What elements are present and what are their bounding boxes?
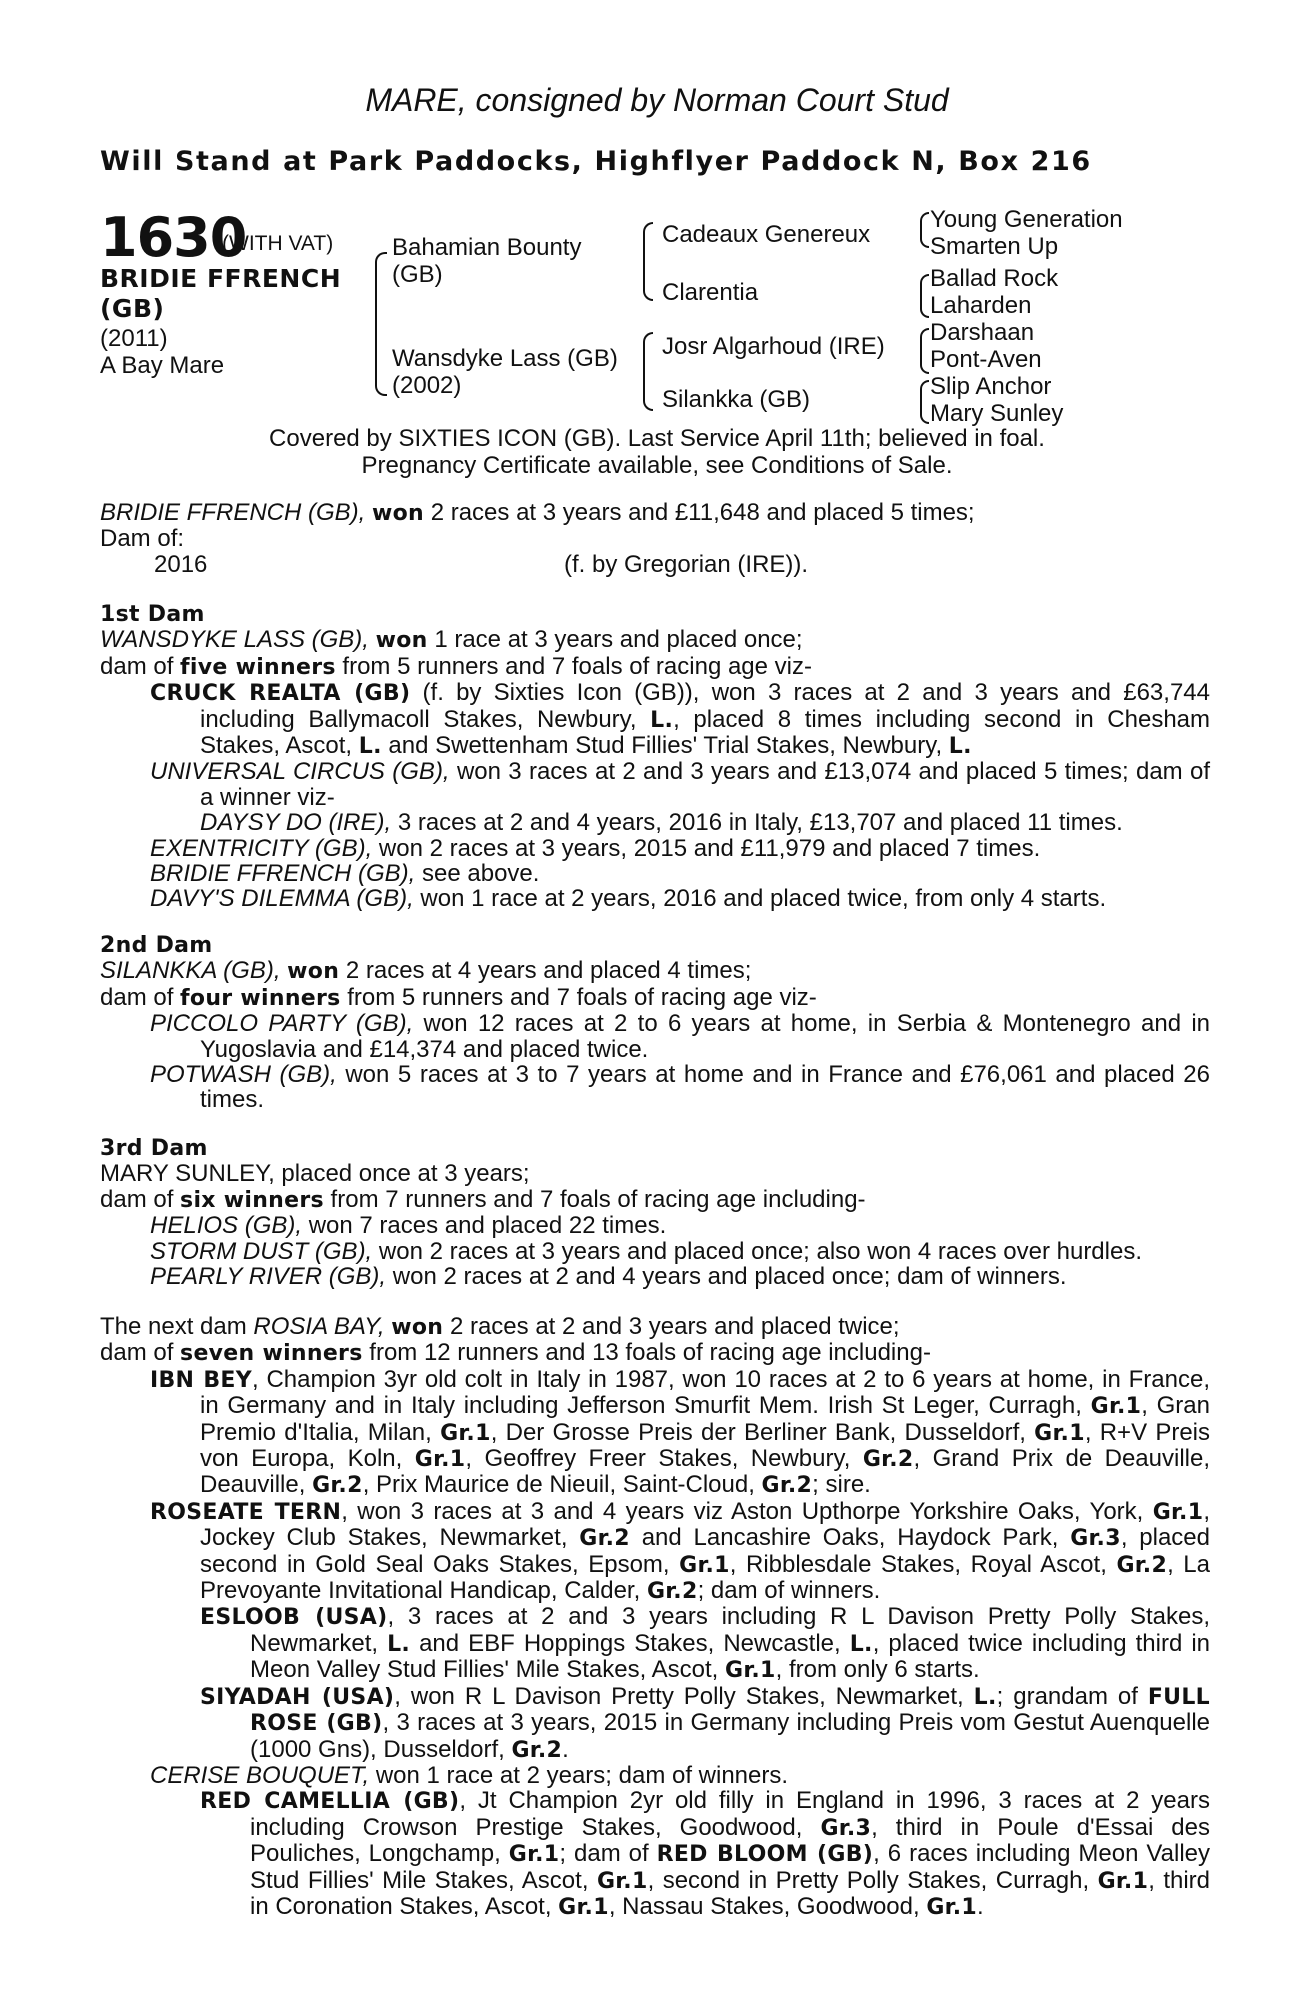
produce-red-camellia: RED CAMELLIA (GB), Jt Champion 2yr old filly in England in 1996, 3 races at 2 years including Crowson Prestige Stakes, Goodwood, Gr.3, third in Poule d'Essai des Pouliches, Longchamp, Gr.1; dam of RED BLOOM (GB), 6 races including Meon Valley Stud Fillies' Mile Stakes, Ascot, Gr.1, second in Pretty Polly Stakes, Curragh, Gr.1, third in Coronation Stakes, Ascot, Gr.1, Nassau Stakes, Goodwood, Gr.1.	[200, 1787, 1211, 1920]
covered-line2: Pregnancy Certificate available, see Conditions of Sale.	[361, 452, 953, 479]
pedigree-brace-main	[375, 252, 387, 396]
dam	[392, 345, 618, 399]
produce-davys-dilemma: DAVY'S DILEMMA (GB), won 1 race at 2 years, 2016 and placed twice, from only 4 starts.	[150, 885, 1107, 913]
pedigree-brace-dam	[643, 332, 653, 411]
pedigree-brace-ds	[920, 328, 929, 374]
second-dam-heading: 2nd Dam	[100, 933, 213, 958]
pedigree-ssd: Smarten Up	[930, 233, 1059, 260]
produce-siyadah: SIYADAH (USA), won R L Davison Pretty Polly Stakes, Newmarket, L.; grandam of FULL ROSE (GB), 3 races at 3 years, 2015 in Germany including Preis vom Gestut Auenquelle (1000 Gns), Dusseldorf, Gr.2.	[200, 1682, 1211, 1763]
lot-number: 1630	[100, 206, 247, 269]
first-dam-section	[100, 602, 1210, 912]
summary-block	[100, 500, 1210, 577]
consignor-title: MARE, consigned by Norman Court Stud	[365, 82, 949, 118]
produce-universal-circus: UNIVERSAL CIRCUS (GB), won 3 races at 2 and 3 years and £13,074 and placed 5 times; dam of a winner viz-	[150, 758, 1211, 811]
pedigree-ddd: Mary Sunley	[930, 400, 1064, 427]
sire-sire: Cadeaux Genereux	[662, 221, 871, 248]
horse-description: A Bay Mare	[100, 352, 225, 379]
third-dam-record: MARY SUNLEY, placed once at 3 years;	[100, 1160, 530, 1188]
dam-line1: Wansdyke Lass (GB)	[392, 345, 618, 372]
dam-sire: Josr Algarhoud (IRE)	[662, 333, 885, 360]
next-dam-section	[100, 1314, 1210, 1920]
second-dam-record: SILANKKA (GB), won 2 races at 4 years and placed 4 times;	[100, 957, 752, 985]
pedigree-dsd: Pont-Aven	[930, 346, 1042, 373]
second-dam-section	[100, 933, 1210, 1113]
produce-helios: HELIOS (GB), won 7 races and placed 22 times.	[150, 1212, 667, 1240]
dam-dam: Silankka (GB)	[662, 386, 811, 413]
produce-cerise-bouquet: CERISE BOUQUET, won 1 race at 2 years; dam of winners.	[150, 1761, 789, 1789]
produce-exentricity: EXENTRICITY (GB), won 2 races at 3 years, 2015 and £11,979 and placed 7 times.	[150, 834, 1041, 862]
produce-line: 2016 (f. by Gregorian (IRE)).	[154, 550, 809, 578]
first-dam-winners: dam of five winners from 5 runners and 7 foals of racing age viz-	[100, 652, 812, 680]
second-dam-winners: dam of four winners from 5 runners and 7 foals of racing age viz-	[100, 983, 817, 1011]
dam-of-label: Dam of:	[100, 525, 185, 553]
produce-daysy-do: DAYSY DO (IRE), 3 races at 2 and 4 years, 2016 in Italy, £13,707 and placed 11 times.	[200, 809, 1123, 837]
pedigree-dds: Slip Anchor	[930, 373, 1052, 400]
pedigree-sss: Young Generation	[930, 206, 1123, 233]
summary-line: BRIDIE FFRENCH (GB), won 2 races at 3 years and £11,648 and placed 5 times;	[100, 499, 975, 526]
next-dam-record: The next dam ROSIA BAY, won 2 races at 2 and 3 years and placed twice;	[100, 1313, 900, 1340]
produce-potwash: POTWASH (GB), won 5 races at 3 to 7 years at home and in France and £76,061 and placed 26 times.	[150, 1061, 1210, 1114]
vat-label: (WITH VAT)	[222, 232, 334, 255]
produce-pearly-river: PEARLY RIVER (GB), won 2 races at 2 and 4 years and placed once; dam of winners.	[150, 1263, 1067, 1291]
produce-esloob: ESLOOB (USA), 3 races at 2 and 3 years including R L Davison Pretty Polly Stakes, Newmarket, L. and EBF Hoppings Stakes, Newcastle, L., placed twice including third in Meon Valley Stud Fillies' Mile Stakes, Ascot, Gr.1, from only 6 starts.	[200, 1603, 1211, 1684]
produce-piccolo-party: PICCOLO PARTY (GB), won 12 races at 2 to 6 years at home, in Serbia & Montenegro and in Yugoslavia and £14,374 and placed twice.	[150, 1010, 1210, 1063]
first-dam-record: WANSDYKE LASS (GB), won 1 race at 3 years and placed once;	[100, 626, 803, 654]
pedigree-sdd: Laharden	[930, 292, 1032, 319]
third-dam-winners: dam of six winners from 7 runners and 7 foals of racing age including-	[100, 1185, 866, 1213]
sire-line2: (GB)	[392, 261, 443, 288]
stand-location: Will Stand at Park Paddocks, Highflyer Paddock N, Box 216	[100, 146, 1092, 177]
pedigree-dss: Darshaan	[930, 319, 1035, 346]
produce-roseate-tern: ROSEATE TERN, won 3 races at 3 and 4 years viz Aston Upthorpe Yorkshire Oaks, York, Gr.1, Jockey Club Stakes, Newmarket, Gr.2 and Lancashire Oaks, Haydock Park, Gr.3, placed second in Gold Seal Oaks Stakes, Epsom, Gr.1, Ribblesdale Stakes, Royal Ascot, Gr.2, La Prevoyante Invitational Handicap, Calder, Gr.2; dam of winners.	[150, 1497, 1211, 1605]
sire-line1: Bahamian Bounty	[392, 234, 582, 261]
first-dam-heading: 1st Dam	[100, 602, 205, 627]
pedigree-brace-sd	[920, 274, 929, 318]
produce-storm-dust: STORM DUST (GB), won 2 races at 3 years and placed once; also won 4 races over hurdles.	[150, 1237, 1143, 1265]
pedigree-brace-dd	[920, 380, 929, 424]
horse-name-line2: (GB)	[100, 294, 165, 323]
third-dam-heading: 3rd Dam	[100, 1136, 208, 1161]
horse-year: (2011)	[100, 325, 168, 352]
produce-cruck-realta: CRUCK REALTA (GB) (f. by Sixties Icon (GB)), won 3 races at 2 and 3 years and £63,744 including Ballymacoll Stakes, Newbury, L., placed 8 times including second in Chesham Stakes, Ascot, L. and Swettenham Stud Fillies' Trial Stakes, Newbury, L.	[150, 679, 1211, 760]
third-dam-section	[100, 1136, 1210, 1289]
pedigree-brace-sire	[643, 222, 653, 301]
next-dam-winners: dam of seven winners from 12 runners and 13 foals of racing age including-	[100, 1339, 931, 1367]
horse-name	[100, 264, 341, 324]
sire	[392, 234, 581, 288]
pedigree-brace-ss	[920, 212, 929, 248]
pedigree-sds: Ballad Rock	[930, 265, 1059, 292]
sire-dam: Clarentia	[662, 279, 759, 306]
horse-name-line1: BRIDIE FFRENCH	[100, 264, 342, 293]
produce-ibn-bey: IBN BEY, Champion 3yr old colt in Italy in 1987, won 10 races at 2 to 6 years at home, in France, in Germany and in Italy including Jefferson Smurfit Mem. Irish St Leger, Curragh, Gr.1, Gran Premio d'Italia, Milan, Gr.1, Der Grosse Preis der Berliner Bank, Dusseldorf, Gr.1, R+V Preis von Europa, Koln, Gr.1, Geoffrey Freer Stakes, Newbury, Gr.2, Grand Prix de Deauville, Deauville, Gr.2, Prix Maurice de Nieuil, Saint-Cloud, Gr.2; sire.	[150, 1365, 1211, 1499]
covered-note	[0, 425, 1314, 479]
dam-line2: (2002)	[392, 372, 462, 399]
produce-bridie-ffrench: BRIDIE FFRENCH (GB), see above.	[150, 860, 540, 888]
covered-line1: Covered by SIXTIES ICON (GB). Last Service April 11th; believed in foal.	[269, 425, 1045, 452]
